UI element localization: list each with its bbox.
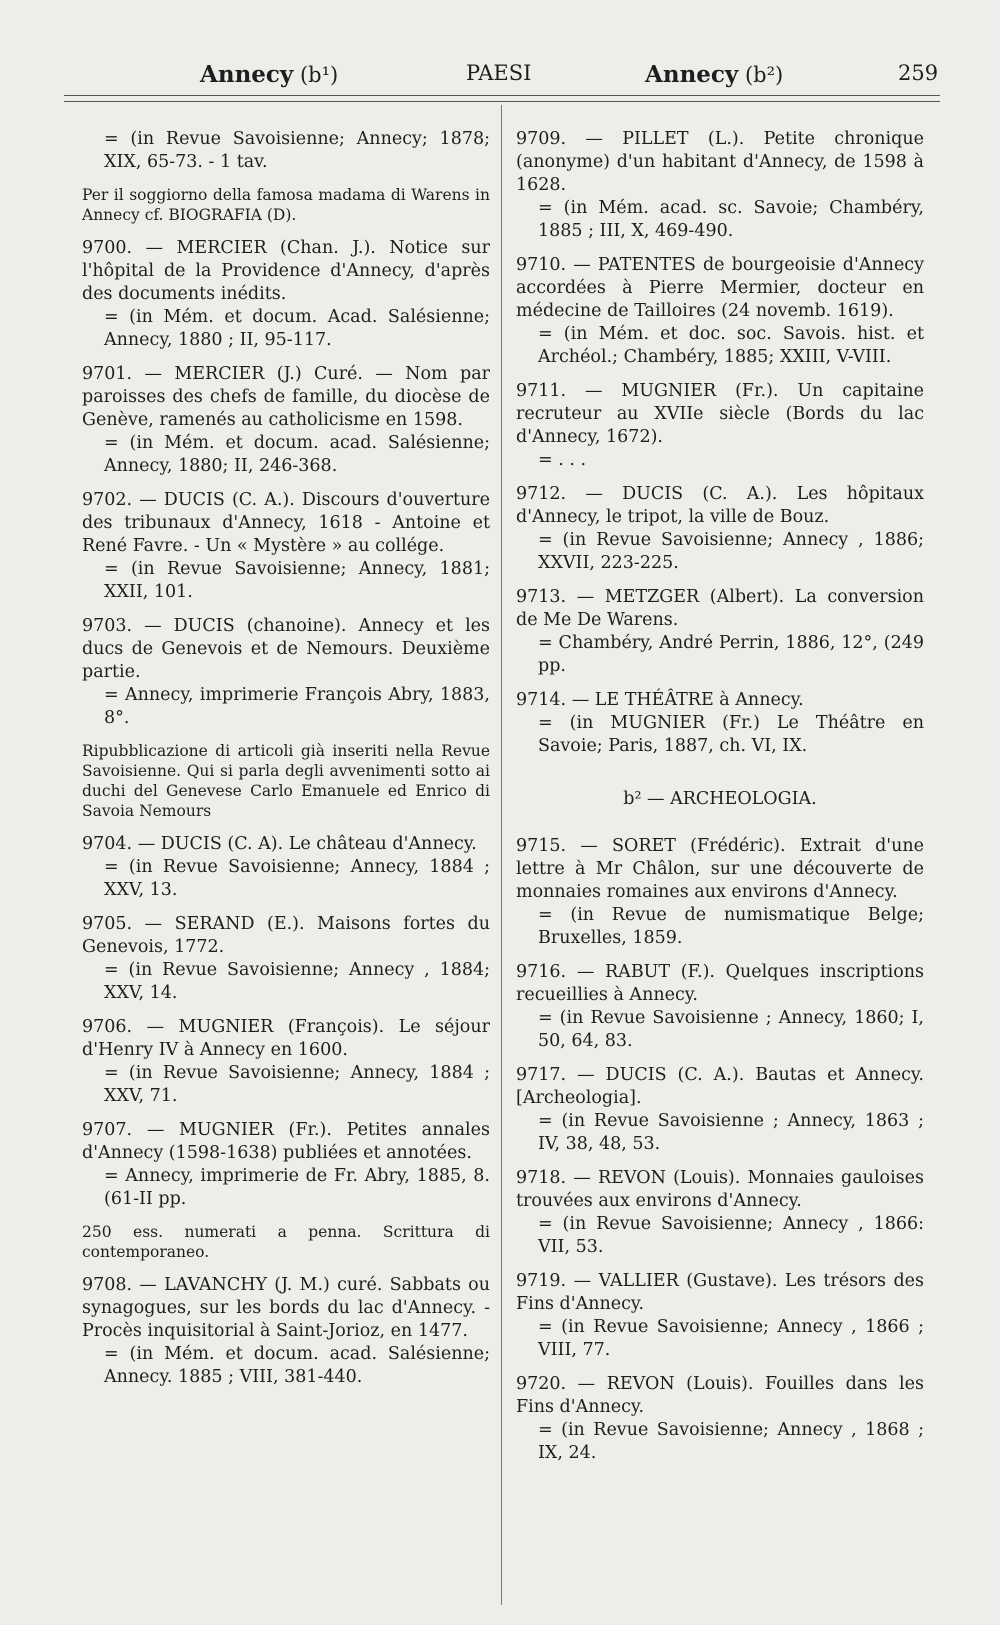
- entry-description: — MUGNIER (Fr.). Un capitaine recruteur au XVIIe siècle (Bords du lac d'Annecy, 1672).: [516, 381, 924, 447]
- entry-number: 9720.: [516, 1374, 567, 1394]
- bibliography-entry: [516, 586, 924, 678]
- entry-source: = (in Revue Savoisienne; Annecy , 1868 ; IX, 24.: [538, 1420, 924, 1463]
- entry-description: — MUGNIER (François). Le séjour d'Henry IV à Annecy en 1600.: [82, 1017, 490, 1060]
- entry-text: [82, 615, 490, 684]
- running-header: [0, 55, 1000, 95]
- entry-number: 9718.: [516, 1168, 567, 1188]
- header-rule: [64, 95, 940, 96]
- entry-text: [516, 1270, 924, 1316]
- entry-description: — SERAND (E.). Maisons fortes du Genevois, 1772.: [82, 914, 490, 957]
- header-right-sup: (b²): [744, 63, 784, 87]
- entry-text: [516, 1064, 924, 1110]
- entry-number: 9708.: [82, 1275, 133, 1295]
- entry-description: — PILLET (L.). Petite chronique (anonyme) d'un habitant d'Annecy, de 1598 à 1628.: [516, 129, 924, 195]
- bibliography-entry: [516, 380, 924, 472]
- header-center: PAESI: [466, 61, 532, 85]
- entry-text: [516, 128, 924, 197]
- bibliography-entry: [516, 961, 924, 1053]
- entry-number: 9703.: [82, 616, 133, 636]
- entry-source: = (in Revue Savoisienne; Annecy, 1884 ; XXV, 71.: [104, 1063, 490, 1106]
- entry-source: = Chambéry, André Perrin, 1886, 12°, (249 pp.: [538, 633, 924, 676]
- entry-source: = (in Revue Savoisienne; Annecy , 1884; XXV, 14.: [104, 960, 490, 1003]
- entry-number: 9709.: [516, 129, 567, 149]
- entry-number: 9715.: [516, 836, 567, 856]
- bibliography-entry: [516, 1373, 924, 1465]
- entry-text: [516, 586, 924, 632]
- bibliography-entry: [82, 363, 490, 478]
- bibliography-entry: [82, 833, 490, 902]
- bibliography-entry: [516, 1167, 924, 1259]
- entry-text: [82, 363, 490, 432]
- entry-number: 9713.: [516, 587, 567, 607]
- bibliography-entry: [516, 689, 924, 758]
- bibliography-entry: [516, 483, 924, 575]
- entry-number: 9700.: [82, 238, 133, 258]
- entry-description: — MERCIER (J.) Curé. — Nom par paroisses des chefs de famille, du diocèse de Genève, ramenés au catholicisme en 1598.: [82, 364, 490, 430]
- entry-description: — LE THÉÂTRE à Annecy.: [571, 690, 804, 710]
- entry-description: — PATENTES de bourgeoisie d'Annecy accordées à Pierre Mermier, docteur en médecine de Tailloires (24 novemb. 1619).: [516, 255, 924, 321]
- entry-description: — DUCIS (C. A). Le château d'Annecy.: [137, 834, 477, 854]
- entry-text: [516, 835, 924, 904]
- entry-text: [82, 237, 490, 306]
- entry-source: = (in Revue Savoisienne; Annecy , 1886; XXVII, 223-225.: [538, 530, 924, 573]
- entry-source: = Annecy, imprimerie de Fr. Abry, 1885, 8. (61-II pp.: [104, 1166, 490, 1209]
- entry-source: = (in Revue de numismatique Belge; Bruxelles, 1859.: [538, 905, 924, 948]
- bibliography-entry: [82, 913, 490, 1005]
- entry-source: = (in Mém. et doc. soc. Savois. hist. et Archéol.; Chambéry, 1885; XXIII, V-VIII.: [538, 324, 924, 367]
- entry-description: — SORET (Frédéric). Extrait d'une lettre à Mr Châlon, sur une découverte de monnaies romaines aux environs d'Annecy.: [516, 836, 924, 902]
- column-divider: [501, 105, 502, 1605]
- entry-description: — DUCIS (C. A.). Bautas et Annecy. [Archeologia].: [516, 1065, 924, 1108]
- entry-description: — REVON (Louis). Monnaies gauloises trouvées aux environs d'Annecy.: [516, 1168, 924, 1211]
- continued-entry: [82, 128, 490, 174]
- bibliography-entry: [82, 1274, 490, 1389]
- entry-text: [82, 489, 490, 558]
- header-left: [200, 61, 338, 88]
- entry-number: 9710.: [516, 255, 567, 275]
- header-right: [645, 61, 783, 88]
- entry-description: — MUGNIER (Fr.). Petites annales d'Annecy (1598-1638) publiées et annotées.: [82, 1120, 490, 1163]
- entry-description: — REVON (Louis). Fouilles dans les Fins d'Annecy.: [516, 1374, 924, 1417]
- entry-description: — DUCIS (chanoine). Annecy et les ducs de Genevois et de Nemours. Deuxième partie.: [82, 616, 490, 682]
- entry-number: 9705.: [82, 914, 133, 934]
- left-column: [82, 128, 490, 1400]
- entry-text: [82, 913, 490, 959]
- entry-source: = (in Mém. et docum. Acad. Salésienne; Annecy, 1880 ; II, 95-117.: [104, 307, 490, 350]
- bibliography-entry: [82, 1119, 490, 1211]
- bibliography-entry: [82, 1016, 490, 1108]
- entry-text: [82, 1016, 490, 1062]
- entry-source: = (in MUGNIER (Fr.) Le Théâtre en Savoie; Paris, 1887, ch. VI, IX.: [538, 713, 924, 756]
- entry-text: [516, 380, 924, 449]
- entry-number: 9717.: [516, 1065, 567, 1085]
- right-column: [516, 128, 924, 1476]
- bibliography-entry: [516, 1270, 924, 1362]
- entry-source: = (in Revue Savoisienne ; Annecy, 1863 ; IV, 38, 48, 53.: [538, 1111, 924, 1154]
- header-rule-thin: [64, 101, 940, 102]
- entry-source: = (in Mém. et docum. acad. Salésienne; Annecy, 1880; II, 246-368.: [104, 433, 490, 476]
- entry-source: = (in Revue Savoisienne; Annecy; 1878; XIX, 65-73. - 1 tav.: [104, 129, 490, 172]
- header-left-sup: (b¹): [299, 63, 339, 87]
- entry-number: 9702.: [82, 490, 133, 510]
- entry-description: — VALLIER (Gustave). Les trésors des Fins d'Annecy.: [516, 1271, 924, 1314]
- entry-text: [82, 1119, 490, 1165]
- entry-description: — DUCIS (C. A.). Les hôpitaux d'Annecy, le tripot, la ville de Bouz.: [516, 484, 924, 527]
- section-heading: b² — ARCHEOLOGIA.: [623, 789, 817, 809]
- entry-note: Ripubblicazione di articoli già inseriti nella Revue Savoisienne. Qui si parla degli avvenimenti sotto ai duchi del Genevese Carlo Emanuele ed Enrico di Savoia Nemours: [82, 742, 490, 820]
- entry-text: [82, 1274, 490, 1343]
- entry-text: [82, 833, 490, 856]
- bibliography-entry: [82, 237, 490, 352]
- entry-source: = (in Revue Savoisienne; Annecy , 1866: VII, 53.: [538, 1214, 924, 1257]
- header-left-title: Annecy: [200, 61, 294, 88]
- page-number: 259: [898, 61, 939, 85]
- bibliography-entry: [516, 128, 924, 243]
- entry-description: — RABUT (F.). Quelques inscriptions recueillies à Annecy.: [516, 962, 924, 1005]
- entry-description: — LAVANCHY (J. M.) curé. Sabbats ou synagogues, sur les bords du lac d'Annecy. - Procès inquisitorial à Saint-Jorioz, en 1477.: [82, 1275, 490, 1341]
- entry-text: [516, 689, 924, 712]
- entry-source: = (in Mém. acad. sc. Savoie; Chambéry, 1885 ; III, X, 469-490.: [538, 198, 924, 241]
- bibliography-entry: [516, 1064, 924, 1156]
- entry-source: = . . .: [538, 450, 587, 470]
- entry-description: — METZGER (Albert). La conversion de Me De Warens.: [516, 587, 924, 630]
- bibliography-entry: [82, 615, 490, 730]
- entry-number: 9711.: [516, 381, 567, 401]
- entry-source: = (in Revue Savoisienne; Annecy , 1866 ; VIII, 77.: [538, 1317, 924, 1360]
- bibliography-entry: [82, 489, 490, 604]
- entry-text: [516, 1167, 924, 1213]
- entry-number: 9712.: [516, 484, 567, 504]
- entry-number: 9707.: [82, 1120, 133, 1140]
- entry-source: = (in Revue Savoisienne; Annecy, 1881; XXII, 101.: [104, 559, 490, 602]
- entry-text: [516, 254, 924, 323]
- entry-source: = (in Mém. et docum. acad. Salésienne; Annecy. 1885 ; VIII, 381-440.: [104, 1344, 490, 1387]
- entry-number: 9716.: [516, 962, 567, 982]
- entry-description: — MERCIER (Chan. J.). Notice sur l'hôpital de la Providence d'Annecy, d'après des documents inédits.: [82, 238, 490, 304]
- entry-number: 9719.: [516, 1271, 567, 1291]
- entry-number: 9704.: [82, 834, 133, 854]
- entry-number: 9706.: [82, 1017, 133, 1037]
- entry-note: Per il soggiorno della famosa madama di Warens in Annecy cf. BIOGRAFIA (D).: [82, 186, 490, 224]
- header-right-title: Annecy: [645, 61, 739, 88]
- entry-text: [516, 1373, 924, 1419]
- bibliography-entry: [516, 835, 924, 950]
- entry-note: 250 ess. numerati a penna. Scrittura di contemporaneo.: [82, 1223, 490, 1261]
- entry-description: — DUCIS (C. A.). Discours d'ouverture des tribunaux d'Annecy, 1618 - Antoine et René Favre. - Un « Mystère » au collége.: [82, 490, 490, 556]
- bibliography-entry: [516, 254, 924, 369]
- entry-number: 9714.: [516, 690, 567, 710]
- entry-text: [516, 961, 924, 1007]
- entry-source: = Annecy, imprimerie François Abry, 1883, 8°.: [104, 685, 490, 728]
- entry-source: = (in Revue Savoisienne; Annecy, 1884 ; XXV, 13.: [104, 857, 490, 900]
- entry-text: [516, 483, 924, 529]
- entry-source: = (in Revue Savoisienne ; Annecy, 1860; I, 50, 64, 83.: [538, 1008, 924, 1051]
- entry-number: 9701.: [82, 364, 133, 384]
